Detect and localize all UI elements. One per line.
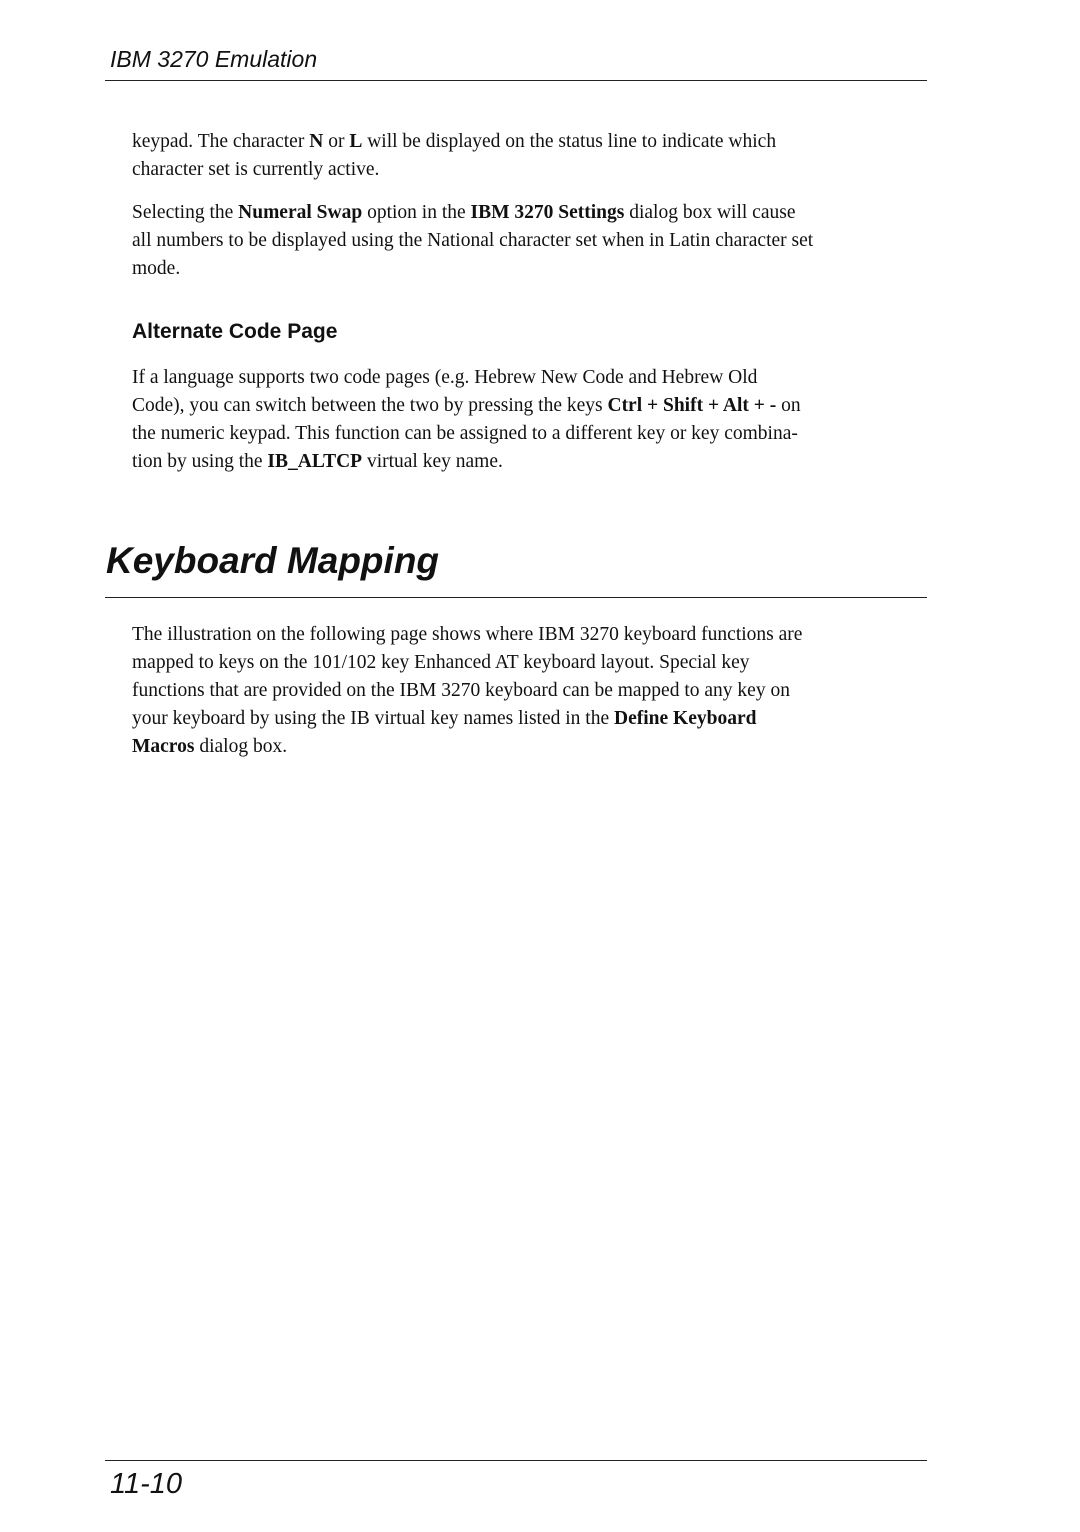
section-title: Keyboard Mapping — [106, 540, 440, 581]
text-line — [132, 156, 776, 184]
bold-term: L — [349, 131, 363, 152]
bold-term: Numeral Swap — [238, 202, 363, 223]
bold-term: IBM 3270 Settings — [470, 202, 625, 223]
text-run: Code), you can switch between the two by pressing the keys — [132, 395, 608, 416]
paragraph-charset — [132, 128, 776, 184]
text-run: mapped to keys on the 101/102 key Enhanced AT keyboard layout. Special key — [132, 652, 750, 673]
page-number: 11-10 — [110, 1468, 183, 1500]
bold-term: IB_ALTCP — [267, 451, 363, 472]
text-run: on — [776, 395, 801, 416]
text-run: virtual key name. — [362, 451, 503, 472]
text-line — [132, 448, 801, 476]
text-run: all numbers to be displayed using the National character set when in Latin character set — [132, 230, 814, 251]
header-rule — [105, 80, 927, 81]
bold-term: Define Keyboard — [614, 708, 757, 729]
bold-term: N — [309, 131, 324, 152]
text-line — [132, 621, 802, 649]
text-run: option in the — [362, 202, 471, 223]
text-line — [132, 392, 801, 420]
text-run: If a language supports two code pages (e.g. Hebrew New Code and Hebrew Old — [132, 367, 758, 388]
text-line — [132, 199, 813, 227]
text-line — [132, 677, 802, 705]
text-run: dialog box will cause — [624, 202, 796, 223]
paragraph-alternate-code-page — [132, 364, 801, 476]
running-header: IBM 3270 Emulation — [110, 46, 318, 72]
text-line — [132, 649, 802, 677]
paragraph-keyboard-mapping — [132, 621, 802, 761]
bold-term: Macros — [132, 736, 195, 757]
text-line — [132, 705, 802, 733]
text-run: mode. — [132, 258, 181, 279]
paragraph-numeral-swap — [132, 199, 813, 283]
text-line — [132, 420, 801, 448]
section-rule — [105, 597, 927, 598]
text-line — [132, 227, 813, 255]
text-run: keypad. The character — [132, 131, 310, 152]
text-run: The illustration on the following page shows where IBM 3270 keyboard functions are — [132, 624, 803, 645]
text-run: Selecting the — [132, 202, 239, 223]
text-run: functions that are provided on the IBM 3270 keyboard can be mapped to any key on — [132, 680, 790, 701]
bold-term: Ctrl + Shift + Alt + - — [607, 395, 777, 416]
text-run: dialog box. — [194, 736, 288, 757]
text-line — [132, 364, 801, 392]
text-run: your keyboard by using the IB virtual key names listed in the — [132, 708, 614, 729]
subheading-alternate-code-page: Alternate Code Page — [132, 320, 338, 343]
text-line — [132, 128, 776, 156]
text-run: character set is currently active. — [132, 159, 380, 180]
footer-rule — [105, 1460, 927, 1461]
text-line — [132, 255, 813, 283]
text-run: tion by using the — [132, 451, 268, 472]
text-run: or — [323, 131, 350, 152]
text-run: will be displayed on the status line to indicate which — [362, 131, 777, 152]
text-run: the numeric keypad. This function can be assigned to a different key or key combina- — [132, 423, 798, 444]
text-line — [132, 733, 802, 761]
